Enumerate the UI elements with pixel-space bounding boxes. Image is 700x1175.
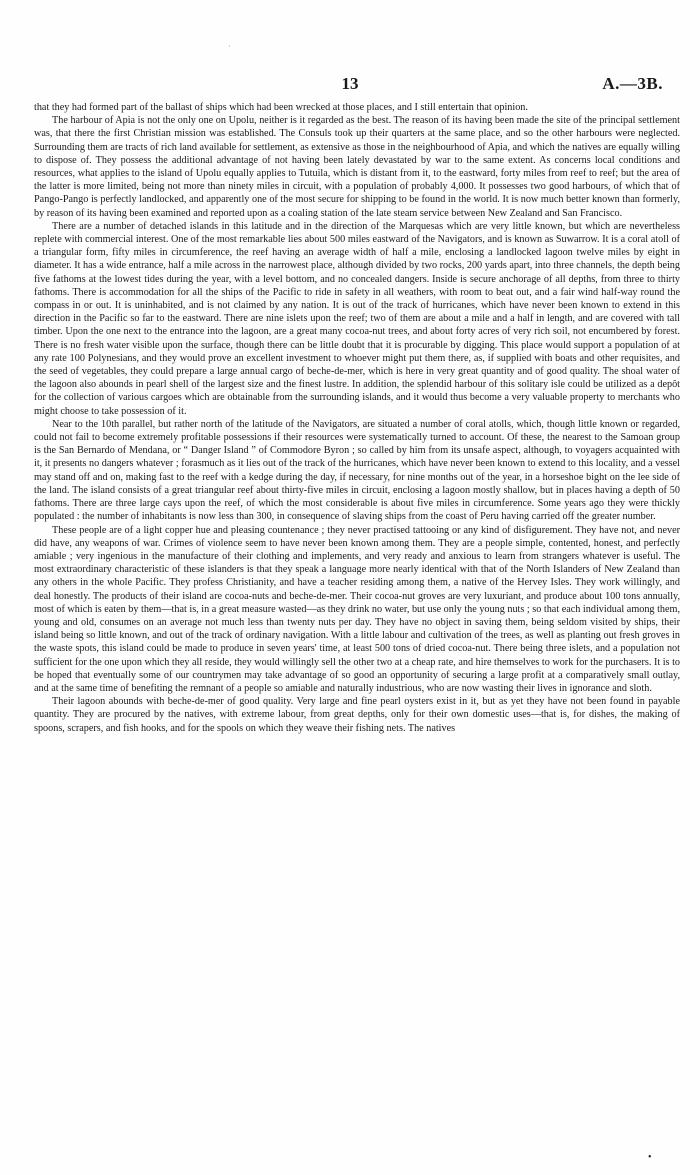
document-reference: A.—3B.	[602, 74, 663, 93]
paragraph-lagoon: Their lagoon abounds with beche-de-mer of good quality. Very large and fine pearl oysters exist in it, but as yet they have not been found in payable quantity. They are procured by the natives, with extreme labour, from great depths, only for their own domestic uses—that is, for dishes, the making of spoons, scrapers, and fish hooks, and for the spools on which they weave their fishing nets. The natives	[34, 696, 680, 734]
page-number: 13	[341, 74, 359, 93]
decorative-mark: ·	[228, 42, 231, 51]
body-text	[34, 101, 680, 735]
paragraph-islanders: These people are of a light copper hue and pleasing countenance ; they never practised tattooing or any kind of disfigurement. They have not, and never did have, any weapons of war. Crimes of violence seem to have never been known among them. They are a people simple, contented, honest, and perfectly amiable ; very ingenious in the manufacture of their clothing and implements, and very ready and anxious to learn from strangers whatever is useful. The most extraordinary characteristic of these islanders is that they speak a language more nearly identical with that of the North Islanders of New Zealand than any others in the whole Pacific. They profess Christianity, and have a teacher residing among them, a native of the Hervey Isles. They work willingly, and deal honestly. The products of their island are cocoa-nuts and beche-de-mer. Their cocoa-nut groves are very luxuriant, and produce about 100 tons annually, most of which is eaten by them—that is, in a great measure wasted—as they drink no water, but use only the young nuts ; so that each individual among them, young and old, consumes on an average not much less than twenty nuts per day. They have no object in saving them, being seldom visited by ships, their island being so little known, and out of the track of ordinary navigation. With a little labour and cultivation of the trees, as well as planting out fresh groves in the waste spots, this island could be made to produce in seven years' time, at least 500 tons of dried cocoa-nut. There being three islets, and a population not sufficient for the one upon which they all reside, they would willingly sell the other two at a cheap rate, and hire themselves to work for the purchasers. It is to be hoped that eventually some of our countrymen may take advantage of so good an opportunity of securing a large profit at a comparatively small outlay, and at the same time of benefiting the remnant of a people so amiable and naturally industrious, who are now wasting their lives in ignorance and sloth.	[34, 524, 680, 694]
page-end-mark: •	[648, 1152, 652, 1163]
paragraph-danger-island: Near to the 10th parallel, but rather north of the latitude of the Navigators, are situated a number of coral atolls, which, though little known or regarded, could not fail to become extremely profitable possessions if their resources were systematically turned to account. Of these, the nearest to the Samoan group is the San Bernardo of Mendana, or “ Danger Island ” of Commodore Byron ; so called by him from its unsafe aspect, although, to voyagers acquainted with it, it presents no dangers whatever ; forasmuch as it lies out of the track of the hurricanes, which have never been known to extend to this locality, and a vessel may stand off and on, making fast to the reef with a kedge during the day, if necessary, for nine months out of the year, in a horseshoe bight on the lee side of the land. The island consists of a great triangular reef about thirty-five miles in circuit, enclosing a lagoon mostly shallow, but in places having a depth of 50 fathoms. There are three large cays upon the reef, of which the most considerable is about five miles in circumference. Some years ago they were thickly populated : the number of inhabitants is now less than 300, in consequence of slaving ships from the coast of Peru having carried off the greater number.	[34, 418, 680, 523]
paragraph-suwarrow: There are a number of detached islands in this latitude and in the direction of the Marquesas which are very little known, but which are nevertheless replete with commercial interest. One of the most remarkable lies about 500 miles eastward of the Navigators, and is known as Suwarrow. It is a coral atoll of a triangular form, fifty miles in circumference, the reef having an average width of half a mile, enclosing a landlocked lagoon twelve miles by eight in diameter. It has a wide entrance, half a mile across in the narrowest place, although divided by two rocks, 200 yards apart, into three channels, the depth being five fathoms at the lowest tides during the year, with a level bottom, and no concealed dangers. Inside is secure anchorage of all depths, from three to thirty fathoms. There is accommodation for all the ships of the Pacific to ride in safety in all weathers, with room to beat out, and a fair wind half-way round the compass in or out. It is uninhabited, and is not claimed by any nation. It is out of the track of hurricanes, which have never been known to extend in this direction in the Pacific so far to the eastward. There are nine islets upon the reef; two of them are about a mile and a half in length, and are covered with tall timber. Upon the one next to the entrance into the lagoon, are a great many cocoa-nut trees, and about forty acres of very rich soil, not encumbered by forest. There is no fresh water visible upon the surface, though there can be little doubt that it is procurable by digging. This place would support a population of at any rate 100 Polynesians, and they would prove an excellent investment to whoever might put them there, as, if supplied with boats and other requisites, and the seed of vegetables, they could prepare a large annual cargo of beche-de-mer, which is here in very great quantity and of good quality. The shoal water of the lagoon also abounds in pearl shell of the largest size and the finest lustre. In addition, the splendid harbour of this solitary isle could be utilized as a depôt for the collection of various cargoes which are obtainable from the surrounding islands, and it would thus become a very valuable property to merchants who might choose to take possession of it.	[34, 220, 680, 417]
paragraph-continuation: that they had formed part of the ballast of ships which had been wrecked at those places, and I still entertain that opinion.	[34, 102, 528, 113]
paragraph-apia-harbour: The harbour of Apia is not the only one on Upolu, neither is it regarded as the best. The reason of its having been made the site of the principal settlement was, that there the first Christian mission was established. The Consuls took up their quarters at the same place, and so the other harbours were neglected. Surrounding them are tracts of rich land available for settlement, as extensive as those in the neighbourhood of Apia, and which the natives are equally willing to dispose of. They possess the additional advantage of not having been lately devastated by war to the same extent. As concerns local conditions and resources, what applies to the island of Upolu equally applies to Tutuila, which is distant from it, to the eastward, forty miles from reef to reef; but the area of the latter is more limited, being not more than ninety miles in circuit, with a population of probably 4,000. It possesses two good harbours, of which that of Pango-Pango is perfectly landlocked, and apparently one of the most secure for shipping to be found in the world. It is now much better known than formerly, by reason of its having been examined and reported upon as a coaling station of the late steam service between New Zealand and San Francisco.	[34, 115, 680, 219]
